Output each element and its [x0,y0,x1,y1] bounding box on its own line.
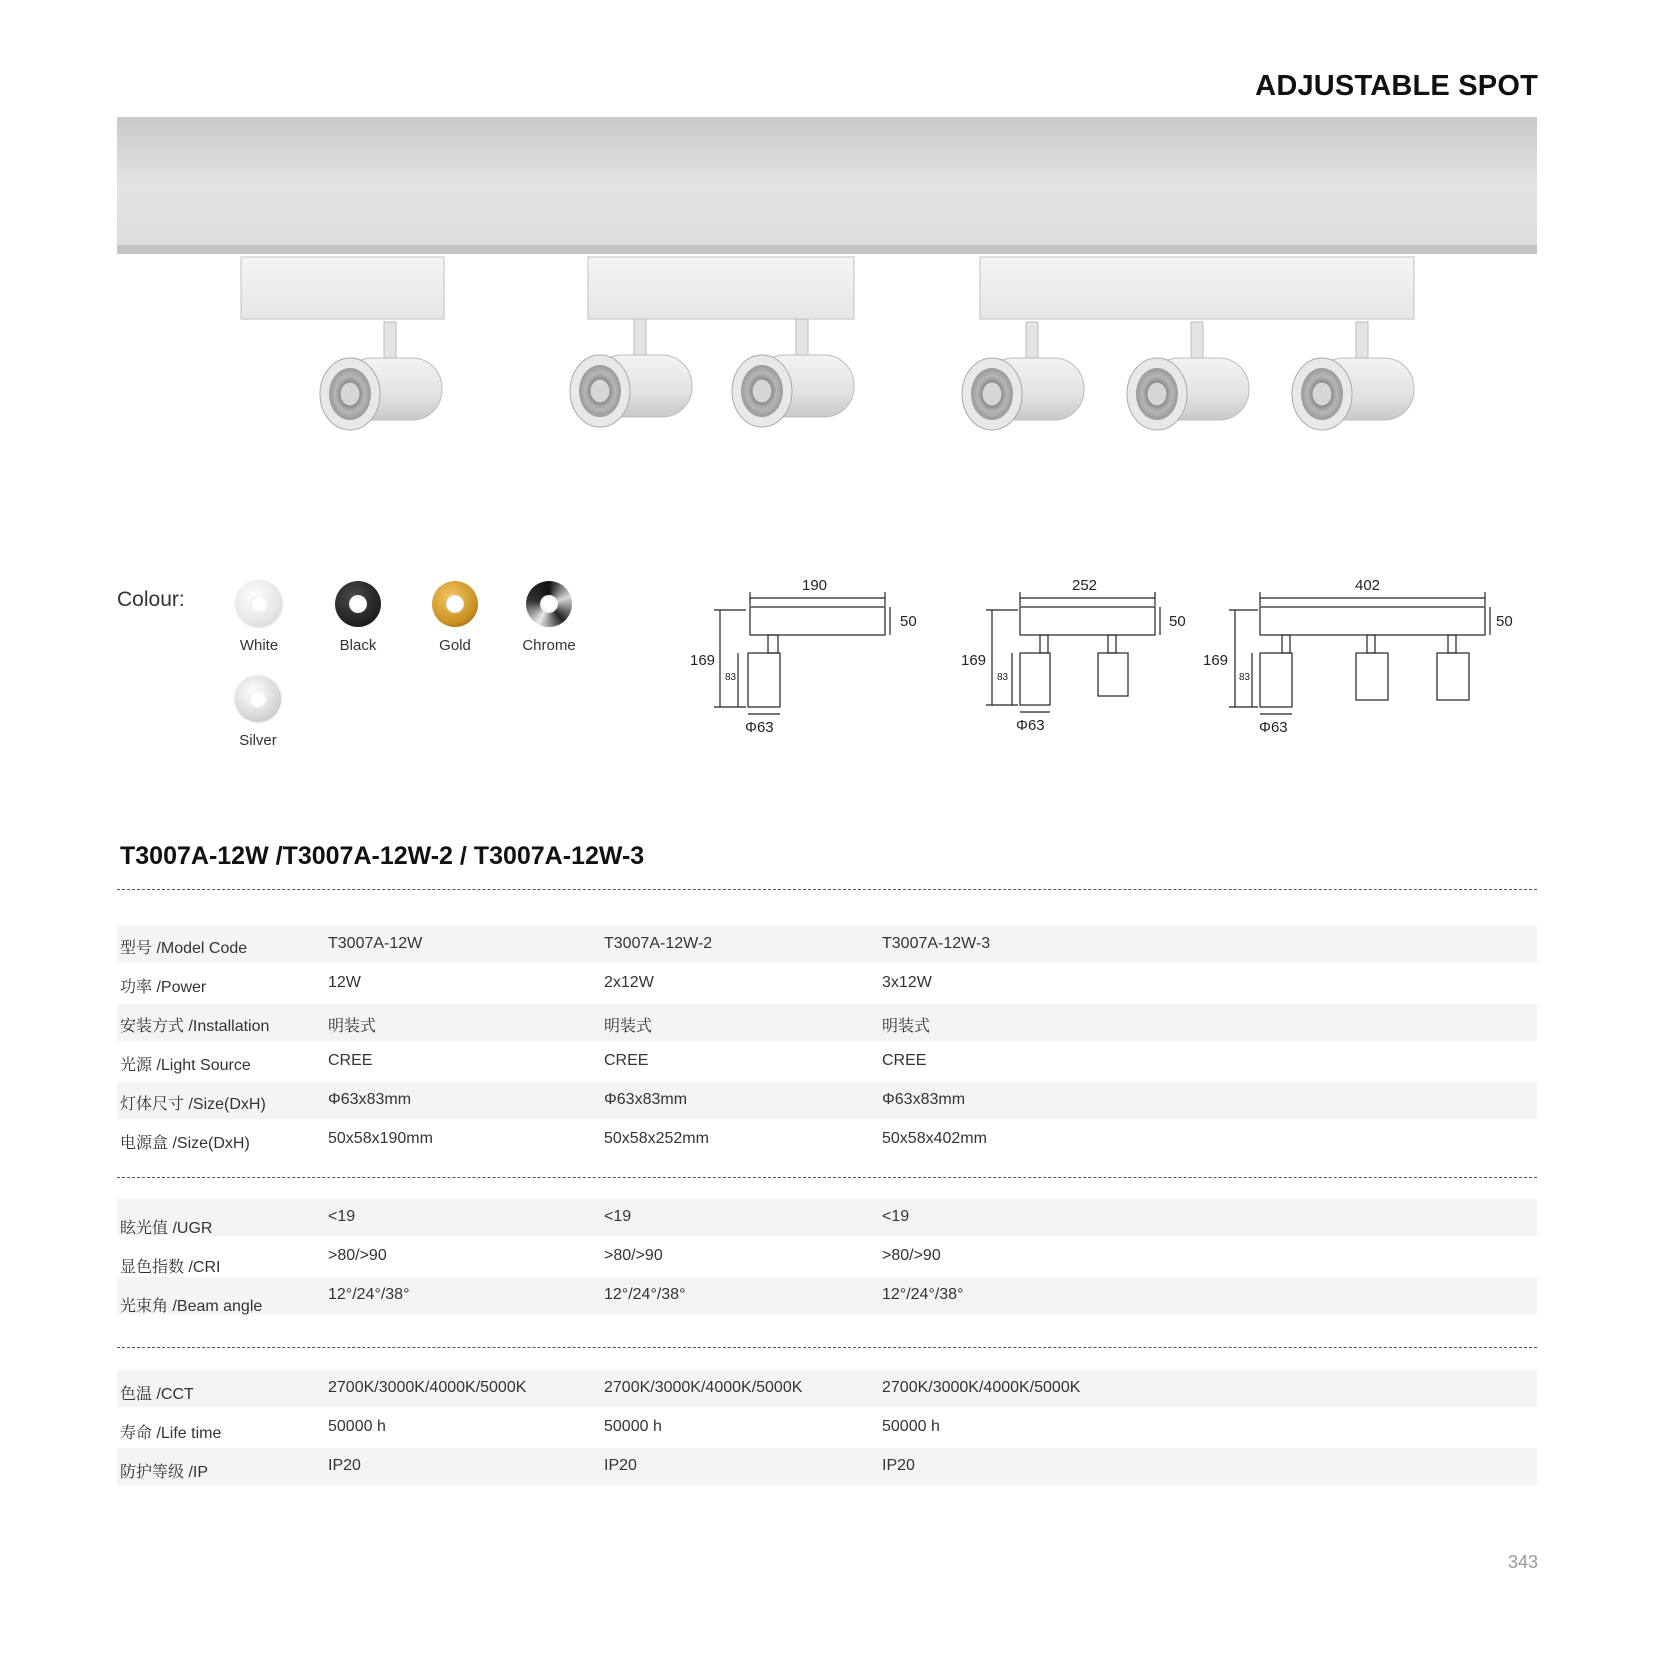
spec-value: 50000 h [882,1418,940,1435]
drawing-2-width: 252 [1072,577,1098,594]
spec-value: >80/>90 [328,1247,387,1264]
drawing-1-diameter: Φ63 [745,719,774,736]
spec-row-power [117,965,1537,1002]
spec-value: IP20 [604,1457,637,1474]
colour-name: White [239,637,279,654]
spec-label: 光源 /Light Source [120,1057,251,1074]
spec-value: T3007A-12W-3 [882,935,991,952]
spec-value: CREE [604,1052,649,1069]
spec-value: 12°/24°/38° [882,1286,964,1303]
spec-row-model-code [117,926,1537,963]
drawing-3-height-total: 169 [1203,652,1229,669]
black-ring-icon [335,581,381,627]
gold-ring-icon [432,581,478,627]
divider [117,1347,1537,1348]
spec-value: Φ63x83mm [882,1091,966,1108]
spec-value: T3007A-12W [328,935,423,952]
spec-row-driver-size [117,1121,1537,1158]
spec-row-cri [117,1238,1537,1275]
drawing-1-height-total: 169 [690,652,716,669]
spec-value: 50x58x402mm [882,1130,987,1147]
drawing-2-height-head: 83 [997,672,1009,683]
spec-label: 安装方式 /Installation [120,1018,270,1035]
spec-label: 灯体尺寸 /Size(DxH) [120,1096,266,1113]
dimension-drawings [680,570,1520,740]
spec-value: 50x58x190mm [328,1130,433,1147]
spec-value: 12°/24°/38° [328,1286,410,1303]
colour-swatch-silver [198,676,318,749]
spec-value: 2700K/3000K/4000K/5000K [604,1379,803,1396]
spec-value: 12°/24°/38° [604,1286,686,1303]
spec-value: T3007A-12W-2 [604,935,713,952]
spec-value: 明装式 [328,1018,377,1035]
spec-value: 50000 h [604,1418,662,1435]
spec-label: 眩光值 /UGR [120,1220,213,1237]
drawing-triple [1203,577,1513,736]
spec-label: 防护等级 /IP [120,1464,209,1481]
spec-value: <19 [604,1208,632,1225]
spec-row-ip [117,1448,1537,1485]
spec-value: Φ63x83mm [328,1091,412,1108]
drawing-1-width: 190 [802,577,828,594]
drawing-3-box-height: 50 [1496,613,1513,630]
drawing-1-height-head: 83 [725,672,737,683]
colour-name: Gold [439,637,471,654]
spec-value: >80/>90 [604,1247,663,1264]
drawing-1-box-height: 50 [900,613,917,630]
spec-value: CREE [882,1052,927,1069]
page-number: 343 [1507,1552,1538,1572]
spec-value: 50000 h [328,1418,386,1435]
spec-row-cct [117,1370,1537,1407]
spec-value: 明装式 [882,1018,931,1035]
spec-label: 寿命 /Life time [120,1425,222,1442]
spec-label: 显色指数 /CRI [120,1259,221,1276]
divider [117,889,1537,890]
spec-label: 功率 /Power [120,979,207,996]
spec-row-life-time [117,1409,1537,1446]
spec-value: CREE [328,1052,373,1069]
drawing-2-diameter: Φ63 [1016,717,1045,734]
spec-value: 12W [328,974,361,991]
spec-value: 2x12W [604,974,654,991]
spec-value: 50x58x252mm [604,1130,709,1147]
spec-value: 3x12W [882,974,932,991]
page-heading: ADJUSTABLE SPOT [1255,70,1538,102]
drawing-3-width: 402 [1355,577,1381,594]
spec-row-installation [117,1004,1537,1041]
spec-row-beam-angle [117,1277,1537,1314]
product-illustration [117,117,1537,497]
colour-swatch-chrome [489,581,609,654]
colour-name: Chrome [522,637,576,654]
drawing-2-box-height: 50 [1169,613,1186,630]
divider [117,1177,1537,1178]
spec-label: 型号 /Model Code [120,940,248,957]
spec-value: 2700K/3000K/4000K/5000K [328,1379,527,1396]
colour-name: Silver [239,732,277,749]
spec-value: >80/>90 [882,1247,941,1264]
colour-label: Colour: [117,588,185,611]
spec-row-body-size [117,1082,1537,1119]
drawing-single [690,577,917,736]
product-title: T3007A-12W /T3007A-12W-2 / T3007A-12W-3 [120,842,645,870]
white-ring-icon [236,581,282,627]
drawing-3-height-head: 83 [1239,672,1251,683]
drawing-double [961,577,1186,734]
spec-value: 明装式 [604,1018,653,1035]
colour-name: Black [339,637,377,654]
spec-row-ugr [117,1199,1537,1236]
spec-value: 2700K/3000K/4000K/5000K [882,1379,1081,1396]
spec-label: 色温 /CCT [120,1386,194,1403]
silver-ring-icon [235,676,281,722]
spec-value: <19 [328,1208,356,1225]
drawing-3-diameter: Φ63 [1259,719,1288,736]
chrome-ring-icon [526,581,572,627]
spec-value: Φ63x83mm [604,1091,688,1108]
spec-label: 电源盒 /Size(DxH) [120,1135,250,1152]
spec-value: IP20 [328,1457,361,1474]
spec-value: IP20 [882,1457,915,1474]
spec-row-light-source [117,1043,1537,1080]
drawing-2-height-total: 169 [961,652,987,669]
spec-value: <19 [882,1208,910,1225]
spec-label: 光束角 /Beam angle [120,1298,263,1315]
